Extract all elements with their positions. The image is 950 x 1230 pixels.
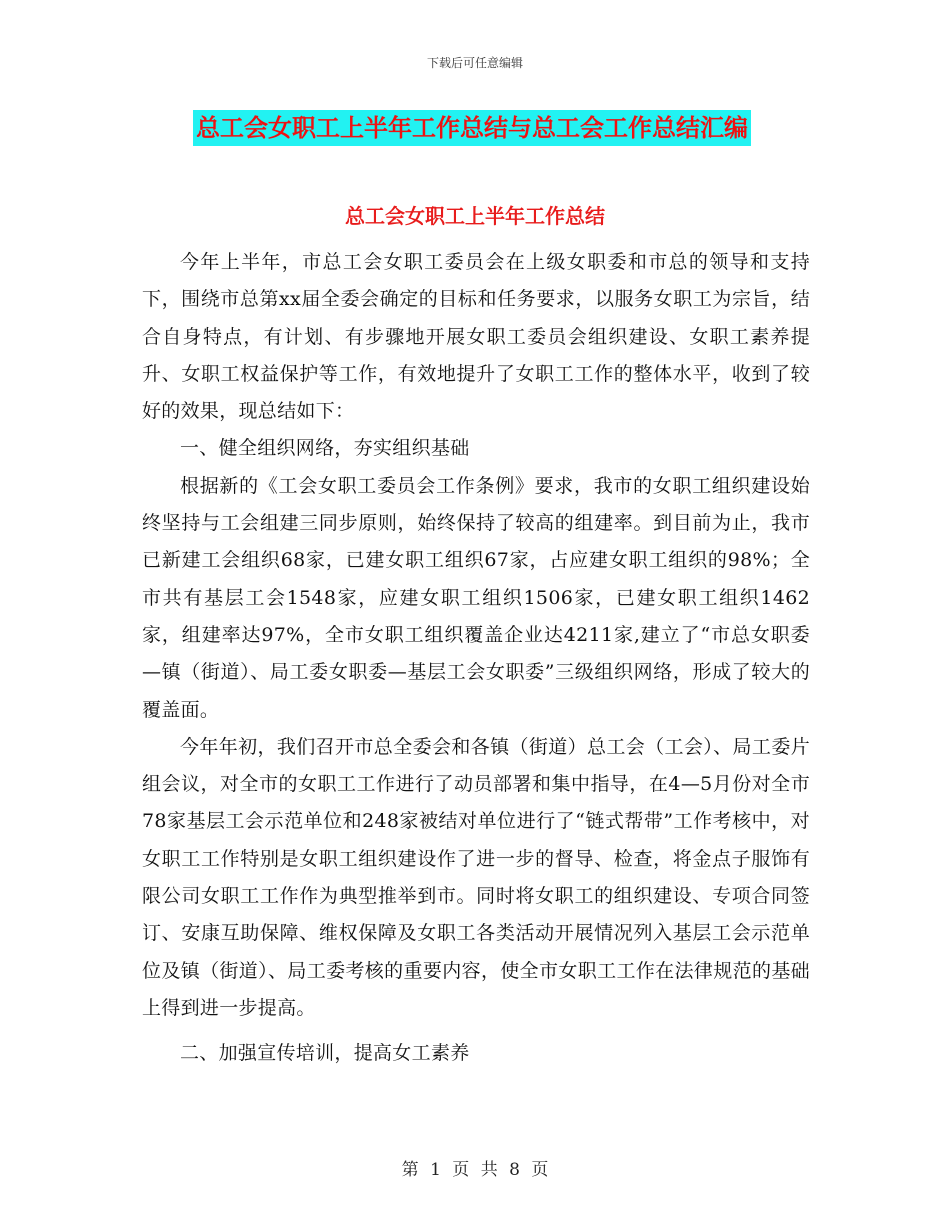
section-heading-2: 二、加强宣传培训，提高女工素养 <box>180 1042 470 1065</box>
paragraph-deployment: 今年年初，我们召开市总全委会和各镇（街道）总工会（工会）、局工委片组会议，对全市的女职工工作进行了动员部署和集中指导，在4—5月份对全市78家基层工会示范单位和248家被结对单位进行了“链式帮带”工作考核中，对女职工工作特别是女职工组织建设作了进一步的督导、检查，将金点子服饰有限公司女职工工作作为典型推举到市。同时将女职工的组织建设、专项合同签订、安康互助保障、维权保障及女职工各类活动开展情况列入基层工会示范单位及镇（街道）、局工委考核的重要内容，使全市女职工工作在法律规范的基础上得到进一步提高。 <box>142 735 810 1019</box>
section-heading-1: 一、健全组织网络，夯实组织基础 <box>180 437 470 460</box>
paragraph-organization: 根据新的《工会女职工委员会工作条例》要求，我市的女职工组织建设始终坚持与工会组建三同步原则，始终保持了较高的组建率。到目前为止，我市已新建工会组织68家，已建女职工组织67家，占应建女职工组织的98%；全市共有基层工会1548家，应建女职工组织1506家，已建女职工组织1462家，组建率达97%，全市女职工组织覆盖企业达4211家,建立了“市总女职委—镇（街道）、局工委女职委—基层工会女职委”三级组织网络，形成了较大的覆盖面。 <box>142 474 810 721</box>
document-main-title: 总工会女职工上半年工作总结与总工会工作总结汇编 <box>193 110 751 146</box>
paragraph-intro: 今年上半年，市总工会女职工委员会在上级女职委和市总的领导和支持下，围绕市总第xx届全委会确定的目标和任务要求，以服务女职工为宗旨，结合自身特点，有计划、有步骤地开展女职工委员会组织建设、女职工素养提升、女职工权益保护等工作，有效地提升了女职工工作的整体水平，收到了较好的效果，现总结如下： <box>142 251 810 423</box>
document-body <box>142 244 810 1073</box>
page-footer: 第 1 页 共 8 页 <box>401 1160 549 1180</box>
section-title: 总工会女职工上半年工作总结 <box>345 204 605 228</box>
header-note: 下载后可任意编辑 <box>426 56 523 70</box>
